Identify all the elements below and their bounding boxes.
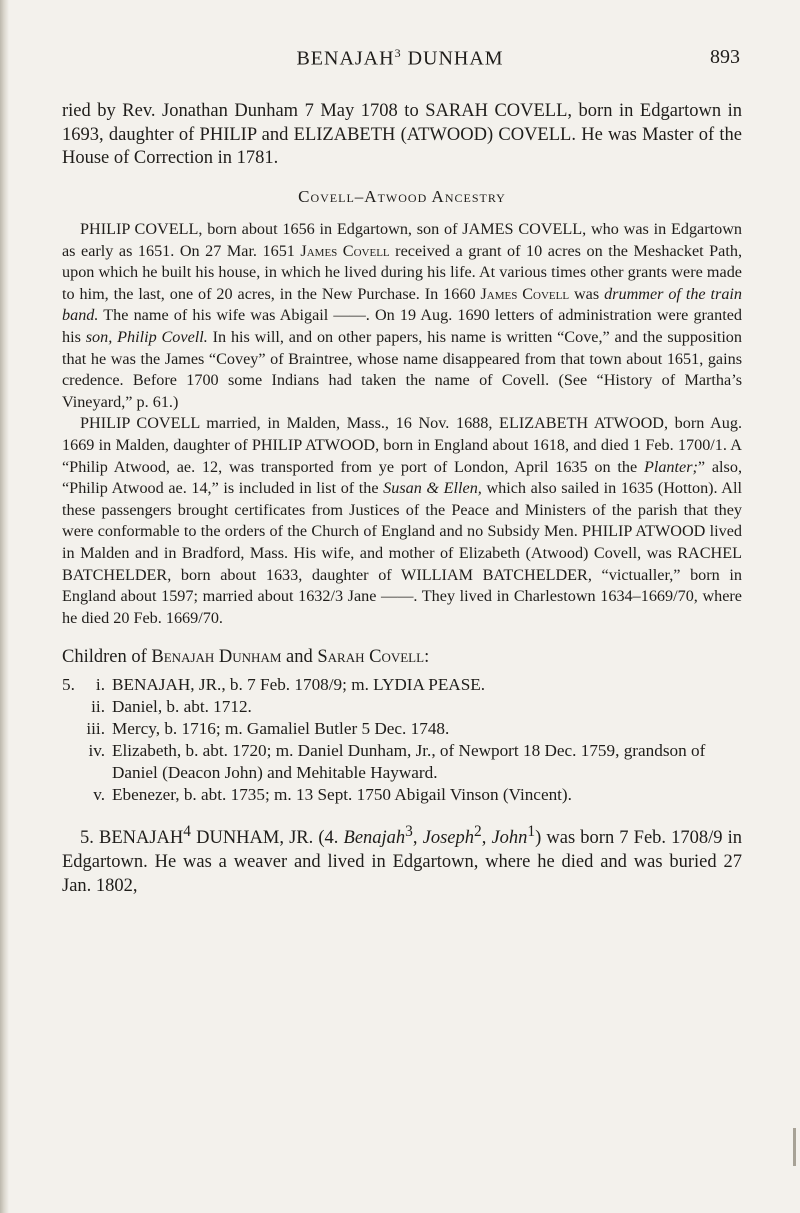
child-numeral: iv.: [88, 741, 105, 761]
list-item: [62, 718, 742, 740]
list-item: [62, 740, 742, 784]
running-head-generation: 3: [394, 46, 402, 60]
child-entry: BENAJAH, JR., b. 7 Feb. 1708/9; m. LYDIA PEASE.: [112, 675, 486, 695]
child-numeral: ii.: [91, 697, 105, 717]
list-item: [62, 784, 742, 806]
section-title: Covell–Atwood Ancestry: [298, 187, 506, 207]
child-entry: Mercy, b. 1716; m. Gamaliel Butler 5 Dec. 1748.: [112, 719, 450, 739]
page-header: [0, 46, 800, 80]
scan-edge-mark: [793, 1128, 796, 1166]
children-list: [62, 674, 742, 806]
child-numeral: iii.: [86, 719, 105, 739]
child-entry: Ebenezer, b. abt. 1735; m. 13 Sept. 1750 Abigail Vinson (Vincent).: [112, 785, 572, 805]
page-text: [62, 100, 742, 899]
list-item: [62, 674, 742, 696]
list-item: [62, 696, 742, 718]
generation-number: 5.: [62, 675, 75, 695]
child-numeral: v.: [93, 785, 105, 805]
next-entry-paragraph: 5. BENAJAH$^4$ DUNHAM, JR. (4. Benajah$^3$, Joseph$^2$, John$^1$) was born 7 Feb. 1708/9 in Edgartown. He was a weaver and lived in Edgartown, where he died and was buried 27 Jan. 1802,: [62, 823, 743, 896]
child-entry: Daniel, b. abt. 1712.: [112, 697, 252, 717]
ancestry-paragraph-atwood: PHILIP COVELL married, in Malden, Mass., 16 Nov. 1688, ELIZABETH ATWOOD, born Aug. 1669 in Malden, daughter of PHILIP ATWOOD, born in England about 1618, and died 1 Feb. 1700/1. A “Philip Atwood, ae. 12, was transported from ye port of London, April 1635 on the Planter;” also, “Philip Atwood ae. 14,” is included in list of the Susan & Ellen, which also sailed in 1635 (Hotton). All these passengers brought certificates from Justices of the Peace and Ministers of the parish that they were conformable to the orders of the Church of England and no Subsidy Men. PHILIP ATWOOD lived in Malden and in Bradford, Mass. His wife, and mother of Elizabeth (Atwood) Covell, was RACHEL BATCHELDER, born about 1633, daughter of WILLIAM BATCHELDER, “victualler,” born in England about 1597; married about 1632/3 Jane ——. They lived in Charlestown 1634–1669/70, where he died 20 Feb. 1669/70.: [62, 414, 742, 627]
running-head-name: BENAJAH: [296, 47, 395, 70]
page-gutter-shadow: [0, 0, 9, 1213]
continued-paragraph: ried by Rev. Jonathan Dunham 7 May 1708 to SARAH COVELL, born in Edgartown in 1693, daughter of PHILIP and ELIZABETH (ATWOOD) COVELL. He was Master of the House of Correction in 1781.: [62, 101, 742, 169]
child-entry: Elizabeth, b. abt. 1720; m. Daniel Dunham, Jr., of Newport 18 Dec. 1759, grandson of Daniel (Deacon John) and Mehitable Hayward.: [112, 741, 706, 783]
ancestry-paragraph-covell: PHILIP COVELL, born about 1656 in Edgartown, son of JAMES COVELL, who was in Edgartown as early as 1651. On 27 Mar. 1651 James Covell received a grant of 10 acres on the Meshacket Path, upon which he built his house, in which he lived during his life. At various times other grants were made to him, the last, one of 20 acres, in the New Purchase. In 1660 James Covell was drummer of the train band. The name of his wife was Abigail ——. On 19 Aug. 1690 letters of administration were granted his son, Philip Covell. In his will, and on other papers, his name is written “Cove,” and the supposition that he was the James “Covey” of Braintree, whose name disappeared from that town about 1651, gains credence. Before 1700 some Indians had taken the name of Covell. (See “History of Martha’s Vineyard,” p. 61.): [62, 220, 743, 411]
children-heading: Children of Benajah Dunham and Sarah Covell:: [62, 647, 430, 668]
page-number: 893: [710, 46, 740, 68]
child-numeral: i.: [95, 675, 105, 695]
running-head-surname: DUNHAM: [401, 47, 504, 70]
running-head: [0, 46, 800, 71]
